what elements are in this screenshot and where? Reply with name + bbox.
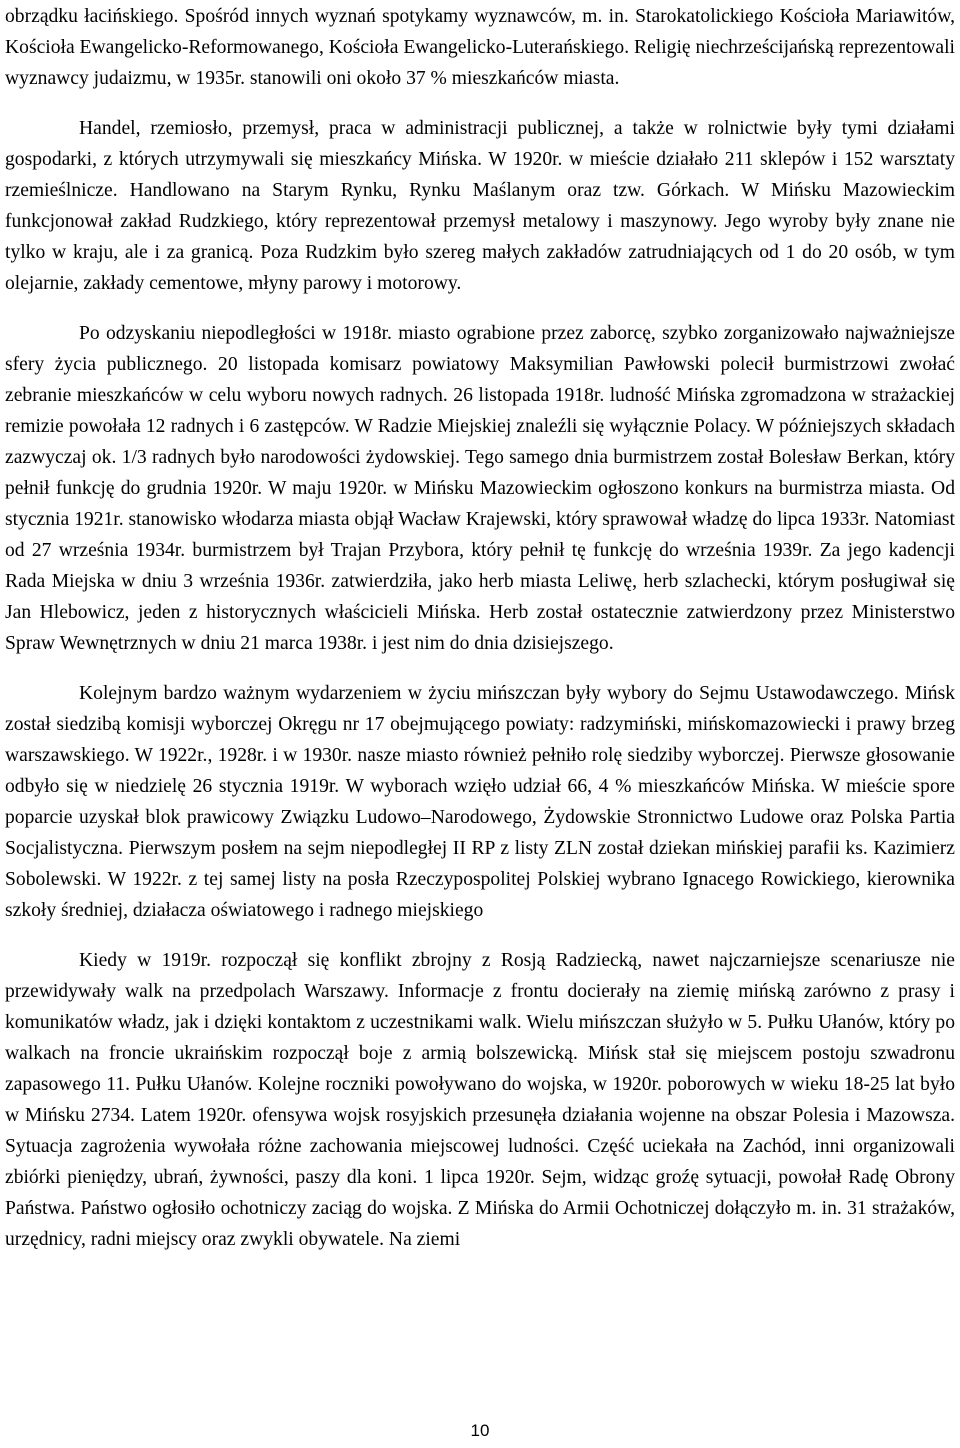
paragraph-economy: Handel, rzemiosło, przemysł, praca w administracji publicznej, a także w rolnictwie były tymi działami gospodarki, z których utrzymywali się mieszkańcy Mińska. W 1920r. w mieście działało 211 sklepów i 152 warsztaty rzemieślnicze. Handlowano na Starym Rynku, Rynku Maślanym oraz tzw. Górkach. W Mińsku Mazowieckim funkcjonował zakład Rudzkiego, który reprezentował przemysł metalowy i maszynowy. Jego wyroby były znane nie tylko w kraju, ale i za granicą. Poza Rudzkim było szereg małych zakładów zatrudniających od 1 do 20 osób, w tym olejarnie, zakłady cementowe, młyny parowy i motorowy. (5, 118, 955, 294)
body-text (5, 0, 955, 1255)
paragraph-war-1920: Kiedy w 1919r. rozpoczął się konflikt zbrojny z Rosją Radziecką, nawet najczarniejsze scenariusze nie przewidywały walk na przedpolach Warszawy. Informacje z frontu docierały na ziemię mińską zarówno z prasy i komunikatów władz, jak i dzięki kontaktom z uczestnikami walk. Wielu mińszczan służyło w 5. Pułku Ułanów, który po walkach na froncie ukraińskim rozpoczął boje z armią bolszewicką. Mińsk stał się miejscem postoju szwadronu zapasowego 11. Pułku Ułanów. Kolejne roczniki powoływano do wojska, w 1920r. poborowych w wieku 18-25 lat było w Mińsku 2734. Latem 1920r. ofensywa wojsk rosyjskich przesunęła działania wojenne na obszar Polesia i Mazowsza. Sytuacja zagrożenia wywołała różne zachowania miejscowej ludności. Część uciekała na Zachód, inni organizowali zbiórki pieniędzy, ubrań, żywności, paszy dla koni. 1 lipca 1920r. Sejm, widząc groźę sytuacji, powołał Radę Obrony Państwa. Państwo ogłosiło ochotniczy zaciąg do wojska. Z Mińska do Armii Ochotniczej dołączyło m. in. 31 strażaków, urzędnicy, radni miejscy oraz zwykli obywatele. Na ziemi (5, 950, 955, 1250)
page-number: 10 (470, 1421, 490, 1440)
document-page (5, 0, 955, 1448)
paragraph-religion: obrządku łacińskiego. Spośród innych wyznań spotykamy wyznawców, m. in. Starokatolickiego Kościoła Mariawitów, Kościoła Ewangelicko-Reformowanego, Kościoła Ewangelicko-Luterańskiego. Religię niechrześcijańską reprezentowali wyznawcy judaizmu, w 1935r. stanowili oni około 37 % mieszkańców miasta. (5, 6, 955, 89)
paragraph-elections: Kolejnym bardzo ważnym wydarzeniem w życiu mińszczan były wybory do Sejmu Ustawodawczego. Mińsk został siedzibą komisji wyborczej Okręgu nr 17 obejmującego powiaty: radzymiński, mińskomazowiecki i prawy brzeg warszawskiego. W 1922r., 1928r. i w 1930r. nasze miasto również pełniło rolę siedziby wyborczej. Pierwsze głosowanie odbyło się w niedzielę 26 stycznia 1919r. W wyborach wzięło udział 66, 4 % mieszkańców Mińska. W mieście spore poparcie uzyskał blok prawicowy Związku Ludowo–Narodowego, Żydowskie Stronnictwo Ludowe oraz Polska Partia Socjalistyczna. Pierwszym posłem na sejm niepodległej II RP z listy ZLN został dziekan mińskiej parafii ks. Kazimierz Sobolewski. W 1922r. z tej samej listy na posła Rzeczypospolitej Polskiej wybrano Ignacego Rowickiego, kierownika szkoły średniej, działacza oświatowego i radnego miejskiego (5, 683, 955, 921)
paragraph-independence: Po odzyskaniu niepodległości w 1918r. miasto ograbione przez zaborcę, szybko zorganizowało najważniejsze sfery życia publicznego. 20 listopada komisarz powiatowy Maksymilian Pawłowski polecił burmistrzowi zwołać zebranie mieszkańców w celu wyboru nowych radnych. 26 listopada 1918r. ludność Mińska zgromadzona w strażackiej remizie powołała 12 radnych i 6 zastępców. W Radzie Miejskiej znaleźli się wyłącznie Polacy. W późniejszych składach zazwyczaj ok. 1/3 radnych było narodowości żydowskiej. Tego samego dnia burmistrzem został Bolesław Berkan, który pełnił funkcję do grudnia 1920r. W maju 1920r. w Mińsku Mazowieckim ogłoszono konkurs na burmistrza miasta. Od stycznia 1921r. stanowisko włodarza miasta objął Wacław Krajewski, który sprawował władzę do lipca 1933r. Natomiast od 27 września 1934r. burmistrzem był Trajan Przybora, który pełnił tę funkcję do września 1939r. Za jego kadencji Rada Miejska w dniu 3 września 1936r. zatwierdziła, jako herb miasta Leliwę, herb szlachecki, którym posługiwał się Jan Hlebowicz, jeden z historycznych właścicieli Mińska. Herb został ostatecznie zatwierdzony przez Ministerstwo Spraw Wewnętrznych w dniu 21 marca 1938r. i jest nim do dnia dzisiejszego. (5, 323, 955, 654)
